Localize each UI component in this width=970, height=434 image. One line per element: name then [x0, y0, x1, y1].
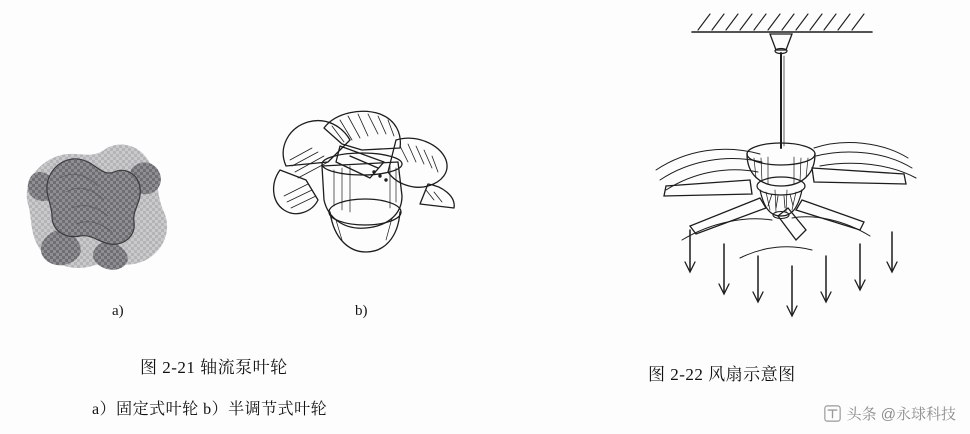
airflow-arrows — [685, 230, 897, 316]
toutiao-icon — [824, 405, 841, 422]
impeller-b-hatching-right — [400, 144, 442, 202]
airflow-arrow-6 — [855, 244, 865, 290]
impeller-fixed-type-illustration — [14, 118, 194, 288]
airflow-swirl-arcs — [656, 143, 916, 258]
figure-2-21-part-a-label: a) — [112, 303, 124, 319]
airflow-arrow-2 — [719, 244, 729, 294]
airflow-arrow-3 — [753, 256, 763, 302]
figure-2-21-subcaption: a）固定式叶轮 b）半调节式叶轮 — [92, 401, 328, 418]
fan-blade-right — [812, 168, 906, 184]
impeller-b-hatching-left — [284, 148, 328, 208]
fan-blade-front — [778, 208, 806, 240]
impeller-b-blade-right — [388, 138, 447, 187]
impeller-b-hub-shading — [334, 166, 396, 240]
watermark-text: 头条 @永球科技 — [846, 406, 956, 423]
airflow-arrow-5 — [821, 256, 831, 302]
mounting-bracket — [770, 34, 792, 50]
fan-blade-lower-left — [690, 198, 766, 234]
airflow-arrow-1 — [685, 230, 695, 272]
fan-blade-lower-right — [796, 200, 864, 230]
figure-2-22-caption: 图 2-22 风扇示意图 — [648, 365, 796, 384]
motor-housing-body — [747, 154, 815, 186]
impeller-b-blade-lower-left — [274, 170, 318, 214]
impeller-b-blade-upper-left — [283, 121, 350, 166]
airflow-arrow-4 — [787, 266, 797, 316]
ceiling-fan-illustration — [620, 8, 960, 338]
figure-2-21-caption: 图 2-21 轴流泵叶轮 — [140, 358, 288, 377]
airflow-arrow-7 — [887, 232, 897, 272]
impeller-b-hub-dome — [330, 212, 400, 252]
hub-fins — [768, 194, 793, 208]
watermark — [824, 403, 956, 424]
figure-2-22 — [600, 0, 970, 434]
figure-2-21-part-b-label: b) — [355, 303, 368, 319]
fan-blade-left — [664, 180, 752, 196]
impeller-b-hatching-top — [332, 114, 394, 142]
impeller-b-bolts — [372, 170, 387, 181]
ceiling-hatching — [698, 14, 864, 30]
impeller-semi-adjustable-illustration — [250, 100, 475, 270]
